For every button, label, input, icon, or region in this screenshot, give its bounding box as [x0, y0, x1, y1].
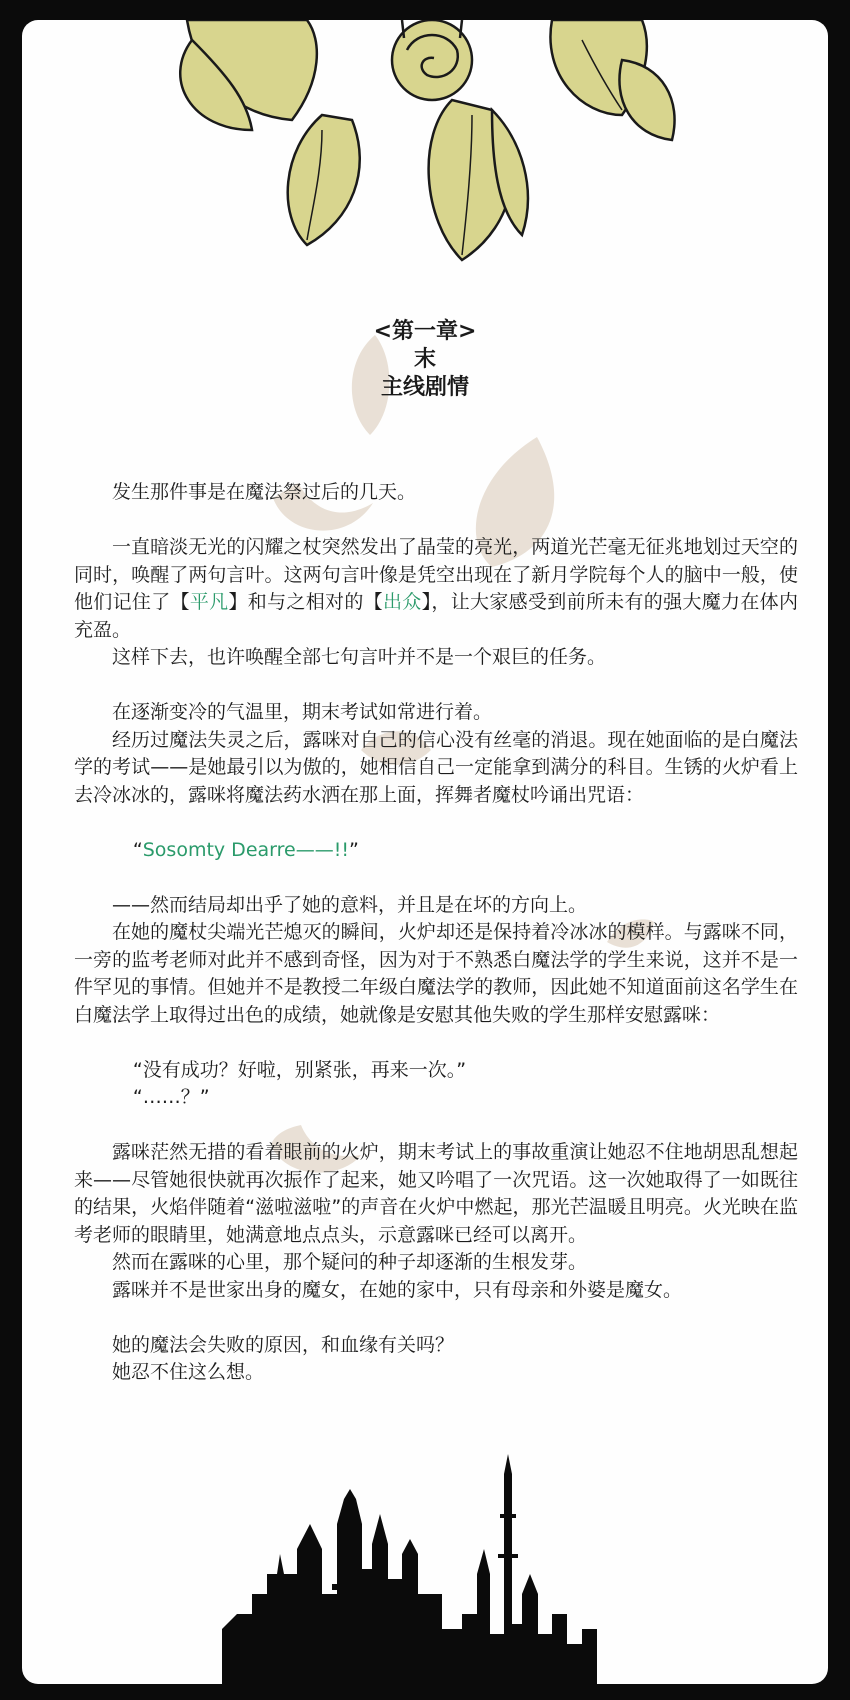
paragraph-gap — [74, 672, 798, 700]
text-segment: “没有成功？好啦，别紧张，再来一次。” — [132, 1058, 467, 1081]
story-paragraph — [74, 699, 798, 727]
story-paragraph — [74, 919, 798, 1029]
story-paragraph — [74, 892, 798, 920]
story-text — [74, 479, 798, 1387]
text-segment: “ — [132, 838, 143, 861]
text-segment: 发生那件事是在魔法祭过后的几天。 — [112, 481, 417, 503]
dialogue-line — [74, 1057, 798, 1085]
text-segment: “……？” — [132, 1086, 210, 1108]
text-segment: ” — [348, 838, 359, 861]
paragraph-gap — [74, 507, 798, 535]
story-paragraph — [74, 1277, 798, 1305]
paragraph-gap — [74, 864, 798, 892]
chapter-heading: <第一章> — [373, 319, 477, 344]
highlight-term: Sosomty Dearre——!! — [142, 838, 349, 861]
paragraph-gap — [74, 1304, 798, 1332]
highlight-term: 平凡 — [189, 591, 229, 613]
dialogue-line — [74, 1084, 798, 1112]
text-segment: 在她的魔杖尖端光芒熄灭的瞬间，火炉却还是保持着冷冰冰的模样。与露咪不同，一旁的监考老师对此并不感到奇怪，因为对于不熟悉白魔法学的学生来说，这并不是一件罕见的事情。但她并不是教授二年级白魔法学的教师，因此她不知道面前这名学生在白魔法学上取得过出色的成绩，她就像是安慰其他失败的学生那样安慰露咪： — [74, 921, 798, 1026]
story-paragraph — [74, 534, 798, 644]
paragraph-gap — [74, 809, 798, 837]
chapter-subtitle: 末 — [413, 347, 436, 372]
text-segment: 在逐渐变冷的气温里，期末考试如常进行着。 — [112, 701, 493, 723]
chapter-label: 主线剧情 — [380, 375, 469, 400]
story-paragraph — [74, 479, 798, 507]
paragraph-gap — [74, 1112, 798, 1140]
text-segment: 】和与之相对的【 — [228, 591, 383, 613]
leaf-ornament — [22, 20, 828, 290]
text-segment: 她的魔法会失败的原因，和血缘有关吗？ — [112, 1333, 455, 1356]
text-segment: 这样下去，也许唤醒全部七句言叶并不是一个艰巨的任务。 — [112, 646, 607, 668]
text-segment: 一直暗淡无光的闪耀之杖突然发出了晶莹的亮光，两道光芒毫无征兆地划过天空的同时，唤醒了两句言叶。这两句言叶像是凭空出现在了新月学院每个人的脑中一般，使他们记住了【 — [74, 536, 798, 613]
story-paragraph — [74, 1332, 798, 1360]
text-segment: 经历过魔法失灵之后，露咪对自己的信心没有丝毫的消退。现在她面临的是白魔法学的考试——是她最引以为傲的，她相信自己一定能拿到满分的科目。生锈的火炉看上去冷冰冰的，露咪将魔法药水洒在那上面，挥舞者魔杖吟诵出咒语： — [74, 728, 798, 806]
text-segment: 露咪茫然无措的看着眼前的火炉，期末考试上的事故重演让她忍不住地胡思乱想起来——尽管她很快就再次振作了起来，她又吟唱了一次咒语。这一次她取得了一如既往的结果，火焰伴随着“滋啦滋啦”的声音在火炉中燃起，那光芒温暖且明亮。火光映在监考老师的眼睛里，她满意地点点头，示意露咪已经可以离开。 — [74, 1141, 798, 1246]
castle-silhouette — [22, 1454, 828, 1684]
text-segment: ——然而结局却出乎了她的意料，并且是在坏的方向上。 — [112, 893, 588, 916]
highlight-term: 出众 — [382, 591, 422, 613]
content-panel — [22, 20, 828, 1684]
story-paragraph — [74, 1249, 798, 1277]
story-paragraph — [74, 727, 798, 810]
paragraph-gap — [74, 1029, 798, 1057]
chapter-title — [22, 318, 828, 402]
text-segment: 】，让大家感受到前所未有的强大魔力在体内充盈。 — [74, 591, 798, 641]
story-paragraph — [74, 644, 798, 672]
dialogue-line — [74, 837, 798, 865]
text-segment: 她忍不住这么想。 — [112, 1361, 265, 1383]
text-segment: 然而在露咪的心里，那个疑问的种子却逐渐的生根发芽。 — [112, 1251, 588, 1273]
story-paragraph — [74, 1139, 798, 1249]
text-segment: 露咪并不是世家出身的魔女，在她的家中，只有母亲和外婆是魔女。 — [112, 1278, 683, 1301]
story-paragraph — [74, 1359, 798, 1387]
